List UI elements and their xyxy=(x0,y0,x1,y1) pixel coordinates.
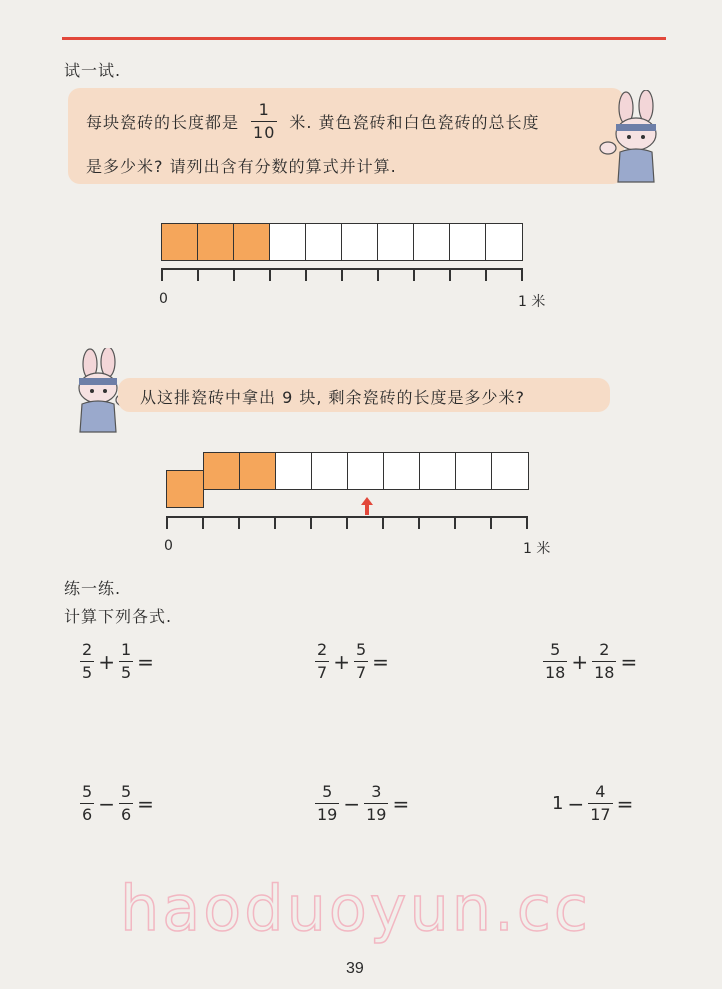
tile-white xyxy=(420,453,456,489)
exercise-1: $\frac{2}{5}$ + $\frac{1}{5}$ = xyxy=(82,640,154,682)
ruler-tick xyxy=(238,516,240,529)
ruler-2-end-label: 1 米 xyxy=(523,541,551,557)
tile-row-1 xyxy=(161,223,523,261)
section-try-heading: 试一试. xyxy=(64,61,122,80)
ruler-tick xyxy=(377,268,379,281)
tile-yellow xyxy=(162,224,198,260)
tile-white xyxy=(378,224,414,260)
top-divider xyxy=(62,37,666,40)
up-arrow-icon xyxy=(361,497,373,515)
fraction-numerator: 1 xyxy=(258,100,270,119)
tile-yellow xyxy=(198,224,234,260)
ruler-1 xyxy=(161,268,522,282)
tile-yellow xyxy=(240,453,276,489)
exercise-2: $\frac{2}{7}$ + $\frac{5}{7}$ = xyxy=(317,640,389,682)
tile-white xyxy=(450,224,486,260)
exercise-4: $\frac{5}{6}$ − $\frac{5}{6}$ = xyxy=(82,782,154,824)
page-number: 39 xyxy=(346,960,364,977)
tile-white xyxy=(384,453,420,489)
exercise-5: $\frac{5}{19}$ − $\frac{3}{19}$ = xyxy=(317,782,410,824)
ruler-tick xyxy=(341,268,343,281)
removed-tile xyxy=(166,470,204,508)
section-practice-heading: 练一练. xyxy=(64,579,122,598)
tile-yellow xyxy=(234,224,270,260)
tile-white xyxy=(270,224,306,260)
tile-row-2 xyxy=(203,452,529,490)
watermark: haoduoyun.cc xyxy=(120,872,591,945)
tile-white xyxy=(312,453,348,489)
ruler-1-end-label: 1 米 xyxy=(518,294,546,310)
ruler-tick xyxy=(274,516,276,529)
fraction-one-tenth xyxy=(251,102,277,141)
ruler-tick xyxy=(346,516,348,529)
exercise-6: 1 − $\frac{4}{17}$ = xyxy=(552,782,634,824)
tile-white xyxy=(492,453,528,489)
ruler-1-start-label: 0 xyxy=(159,291,168,307)
ruler-tick xyxy=(449,268,451,281)
tile-yellow xyxy=(204,453,240,489)
rabbit-mascot-icon xyxy=(596,90,676,190)
ruler-tick xyxy=(310,516,312,529)
question-1-text-a: 每块瓷砖的长度都是 xyxy=(86,113,240,132)
fraction-denominator: 10 xyxy=(253,123,276,142)
tile-white xyxy=(414,224,450,260)
tile-white xyxy=(342,224,378,260)
ruler-tick xyxy=(485,268,487,281)
ruler-tick xyxy=(161,268,163,281)
tile-white xyxy=(486,224,522,260)
ruler-tick xyxy=(197,268,199,281)
ruler-tick xyxy=(382,516,384,529)
instruction-text: 计算下列各式. xyxy=(64,607,173,626)
ruler-tick xyxy=(526,516,528,529)
question-bubble-1 xyxy=(68,88,624,184)
question-bubble-2 xyxy=(118,378,610,412)
tile-white xyxy=(276,453,312,489)
ruler-2 xyxy=(166,516,527,530)
question-1-line-2: 是多少米? 请列出含有分数的算式并计算. xyxy=(86,157,397,176)
question-1-line-1 xyxy=(86,102,540,141)
ruler-tick xyxy=(413,268,415,281)
ruler-tick xyxy=(521,268,523,281)
tile-white xyxy=(306,224,342,260)
question-1-text-b: 米. 黄色瓷砖和白色瓷砖的总长度 xyxy=(289,113,540,132)
ruler-tick xyxy=(454,516,456,529)
question-2-text: 从这排瓷砖中拿出 9 块, 剩余瓷砖的长度是多少米? xyxy=(140,388,526,407)
exercise-3: $\frac{5}{18}$ + $\frac{2}{18}$ = xyxy=(545,640,638,682)
tile-white xyxy=(348,453,384,489)
tile-white xyxy=(456,453,492,489)
ruler-tick xyxy=(305,268,307,281)
ruler-tick xyxy=(490,516,492,529)
ruler-tick xyxy=(269,268,271,281)
ruler-tick xyxy=(202,516,204,529)
ruler-2-start-label: 0 xyxy=(164,538,173,554)
ruler-tick xyxy=(233,268,235,281)
ruler-tick xyxy=(166,516,168,529)
ruler-tick xyxy=(418,516,420,529)
